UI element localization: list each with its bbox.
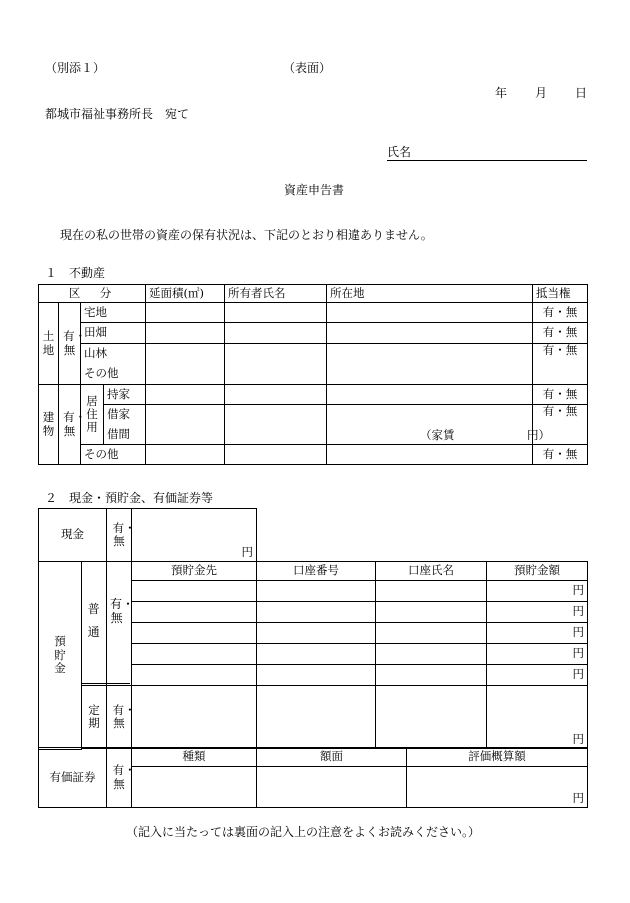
balance-cell[interactable]: 円 [487, 665, 588, 686]
account-no-cell[interactable] [257, 623, 376, 644]
securities-umu[interactable]: 有・無 [107, 748, 132, 808]
balance-cell[interactable]: 円 [487, 602, 588, 623]
mortgage-umu[interactable]: 有・無 [533, 344, 588, 385]
date-month: 月 [535, 86, 548, 100]
building-other: その他 [81, 445, 146, 465]
account-name-cell[interactable] [376, 686, 487, 749]
savings-label: 預貯金 [39, 562, 82, 750]
building-item: 借間 [104, 425, 146, 445]
location-cell[interactable] [327, 323, 533, 344]
col-account-no: 口座番号 [257, 562, 376, 581]
col-type: 種類 [132, 748, 257, 767]
owner-cell[interactable] [225, 323, 327, 344]
attachment-label: （別添１） [45, 61, 106, 75]
land-item: 田畑 [81, 323, 146, 344]
account-no-cell[interactable] [257, 581, 376, 602]
col-face-value: 額面 [257, 748, 407, 767]
bank-cell[interactable] [132, 581, 257, 602]
balance-cell[interactable]: 円 [487, 623, 588, 644]
footer-note: （記入に当たっては裏面の記入上の注意をよくお読みください。） [126, 825, 481, 839]
side-label: （表面） [283, 61, 332, 75]
cash-amount[interactable] [132, 509, 257, 562]
cash-label: 現金 [39, 509, 107, 562]
owner-cell[interactable] [225, 445, 327, 465]
location-cell[interactable] [327, 303, 533, 323]
yen-unit: 円 [241, 544, 253, 559]
area-cell[interactable] [146, 303, 225, 323]
residence-label: 居住用 [81, 385, 104, 445]
date-year: 年 [495, 86, 508, 100]
account-no-cell[interactable] [257, 665, 376, 686]
building-item: 借家 [104, 405, 146, 425]
building-label: 建物 [39, 385, 59, 465]
mortgage-umu[interactable]: 有・無 [533, 445, 588, 465]
land-item: 山林 [81, 344, 146, 364]
securities-table [38, 747, 588, 808]
estimate-cell[interactable]: 円 [407, 767, 588, 808]
account-name-cell[interactable] [376, 602, 487, 623]
bank-cell[interactable] [132, 665, 257, 686]
land-item: 宅地 [81, 303, 146, 323]
document-title: 資産申告書 [284, 183, 345, 197]
land-umu[interactable]: 有・無 [59, 303, 81, 385]
area-cell[interactable] [146, 385, 225, 405]
mortgage-umu[interactable]: 有・無 [533, 323, 588, 344]
area-cell[interactable] [146, 323, 225, 344]
statement: 現在の私の世帯の資産の保有状況は、下記のとおり相違ありません。 [60, 228, 433, 242]
owner-cell[interactable] [225, 344, 327, 385]
location-rent-cell[interactable] [327, 405, 550, 445]
col-mortgage: 抵当権 [533, 285, 588, 303]
mortgage-umu[interactable]: 有・無 [533, 303, 588, 323]
col-estimate: 評価概算額 [407, 748, 588, 767]
location-cell[interactable] [327, 344, 533, 385]
bank-cell[interactable] [132, 623, 257, 644]
building-umu[interactable]: 有・無 [59, 385, 81, 465]
account-no-cell[interactable] [257, 644, 376, 665]
account-name-cell[interactable] [376, 623, 487, 644]
building-item: 持家 [104, 385, 146, 405]
ordinary-label: 普通 [87, 602, 100, 639]
securities-label: 有価証券 [39, 748, 107, 808]
area-cell[interactable] [146, 445, 225, 465]
rent-unit: 円） [527, 427, 550, 442]
type-cell[interactable] [132, 767, 257, 808]
land-item: その他 [81, 364, 146, 385]
land-label: 土地 [39, 303, 59, 385]
ordinary-umu[interactable]: 有・無 [110, 597, 135, 625]
account-no-cell[interactable] [257, 602, 376, 623]
money-table [38, 508, 588, 750]
account-no-cell[interactable] [257, 686, 376, 749]
face-value-cell[interactable] [257, 767, 407, 808]
area-cell[interactable] [146, 344, 225, 385]
mortgage-umu[interactable]: 有・無 [533, 385, 588, 405]
balance-cell[interactable]: 円 [487, 644, 588, 665]
owner-cell[interactable] [225, 385, 327, 405]
location-cell[interactable] [327, 445, 533, 465]
col-balance: 預貯金額 [487, 562, 588, 581]
account-name-cell[interactable] [376, 644, 487, 665]
mortgage-umu[interactable]: 有・無 [533, 405, 588, 445]
fixed-label: 定期 [82, 686, 107, 749]
col-owner: 所有者氏名 [225, 285, 327, 303]
col-location: 所在地 [327, 285, 533, 303]
col-category: 区 分 [39, 285, 146, 303]
owner-cell[interactable] [225, 405, 327, 445]
name-underline[interactable] [387, 160, 587, 161]
name-label: 氏名 [387, 145, 412, 159]
rent-label: （家賃 [420, 427, 455, 442]
fixed-umu[interactable]: 有・無 [107, 686, 132, 749]
bank-cell[interactable] [132, 602, 257, 623]
real-estate-heading: １ 不動産 [45, 266, 106, 280]
balance-cell[interactable]: 円 [487, 581, 588, 602]
bank-cell[interactable] [132, 686, 257, 749]
money-heading: ２ 現金・預貯金、有価証券等 [45, 491, 214, 505]
bank-cell[interactable] [132, 644, 257, 665]
account-name-cell[interactable] [376, 581, 487, 602]
account-name-cell[interactable] [376, 665, 487, 686]
real-estate-table [38, 284, 588, 465]
owner-cell[interactable] [225, 303, 327, 323]
col-bank: 預貯金先 [132, 562, 257, 581]
location-cell[interactable] [327, 385, 533, 405]
cash-umu[interactable]: 有・無 [107, 509, 132, 562]
col-account-name: 口座氏名 [376, 562, 487, 581]
col-area: 延面積(㎡) [146, 285, 225, 303]
balance-cell[interactable]: 円 [487, 686, 588, 749]
addressee: 都城市福祉事務所長 宛て [45, 107, 190, 121]
area-cell[interactable] [146, 405, 225, 445]
date-day: 日 [575, 86, 588, 100]
